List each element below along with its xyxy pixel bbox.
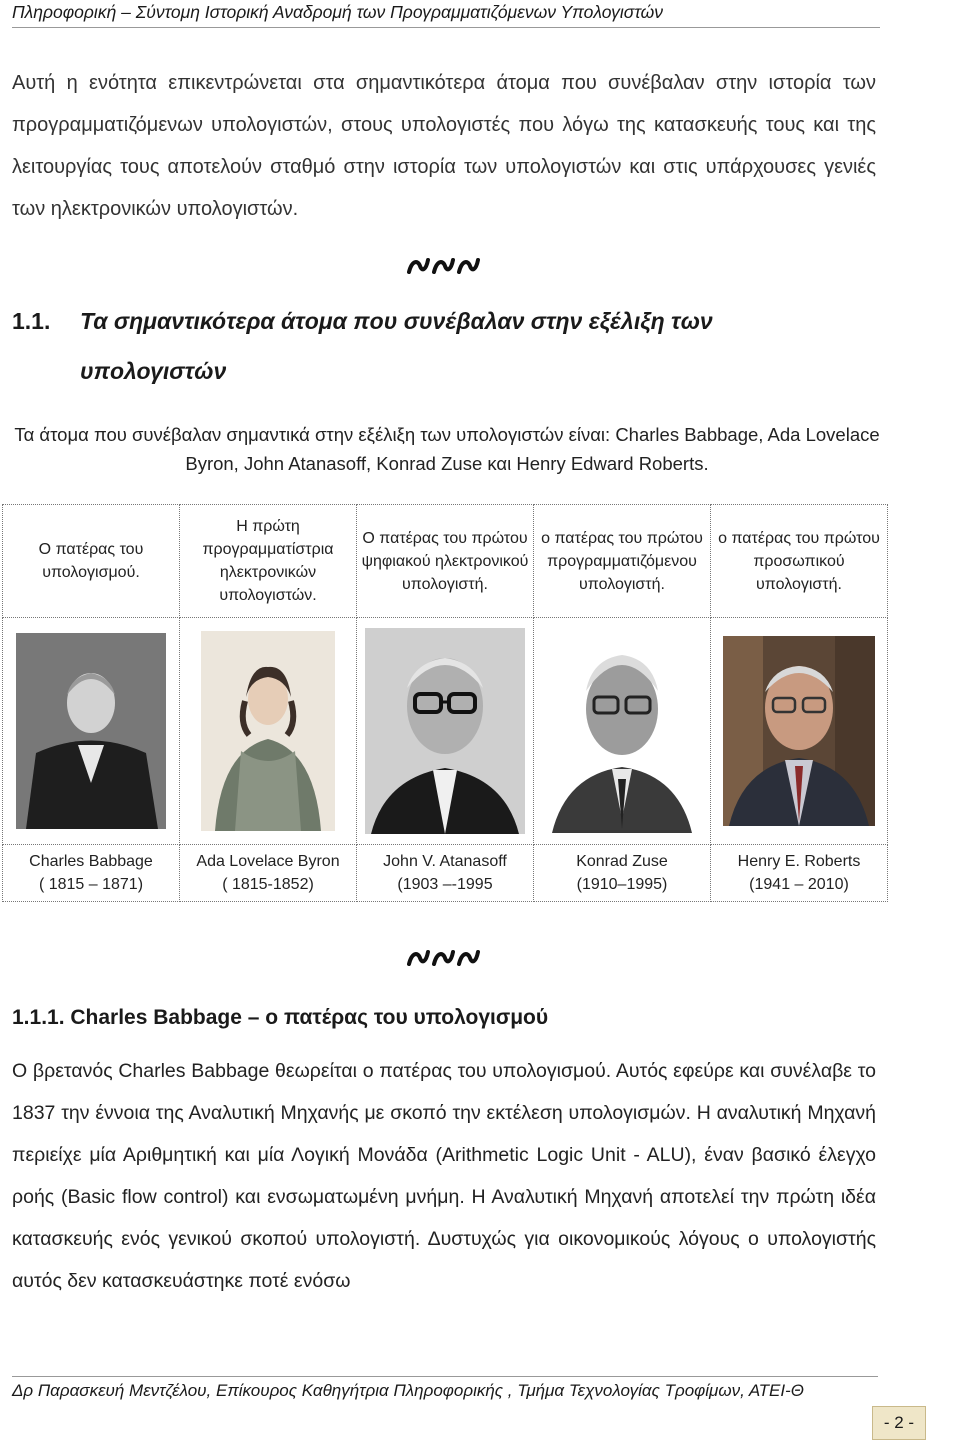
person-years: ( 1815 – 1871) (38, 876, 144, 893)
name-cell (711, 845, 888, 902)
portrait-atanasoff-image (365, 628, 525, 834)
portrait-zuse-image (548, 629, 696, 833)
name-cell (357, 845, 534, 902)
section-number: 1.1. (12, 308, 51, 334)
photo-cell (357, 618, 534, 845)
person-years: (1941 – 2010) (749, 876, 849, 893)
name-cell (534, 845, 711, 902)
people-table (2, 504, 888, 902)
person-name: Henry E. Roberts (737, 853, 861, 870)
body-paragraph: Ο βρετανός Charles Babbage θεωρείται ο πατέρας του υπολογισμού. Αυτός εφεύρε και συνέλαβε το 1837 την έννοια της Αναλυτική Μηχανής με σκοπό την εκτέλεση υπολογισμών. Η αναλυτική Μηχανή περιείχε μία Αριθμητική και μία Λογική Μονάδα (Arithmetic Logic Unit - ALU), έναν βασικό έλεγχο ροής (Basic flow control) και ενσωματωμένη μνήμη. Η Αναλυτική Μηχανή αποτελεί την πρώτη ιδέα κατασκευής ενός γενικού σκοπού υπολογιστή. Δυστυχώς για οικονομικούς λόγους ο υπολογιστής αυτός δεν κατασκευάστηκε ποτέ ενόσω (12, 1060, 876, 1292)
section-heading (12, 296, 872, 396)
person-name: Konrad Zuse (576, 853, 668, 870)
person-name: Charles Babbage (29, 853, 153, 870)
role-cell: ο πατέρας του πρώτου προγραμματιζόμενου υπολογιστή. (534, 505, 711, 618)
photo-cell (180, 618, 357, 845)
ornament-divider-icon (406, 946, 482, 968)
page-number: - 2 - (872, 1406, 926, 1440)
person-years: (1903 –-1995 (397, 876, 493, 893)
section-title-line2: υπολογιστών (80, 358, 227, 384)
photo-cell (711, 618, 888, 845)
lead-paragraph: Τα άτομα που συνέβαλαν σημαντικά στην εξέλιξη των υπολογιστών είναι: Charles Babbage, Ada Lovelace Byron, John Atanasoff, Konrad Zuse και Henry Edward Roberts. (14, 424, 880, 474)
ornament-divider-icon (406, 254, 482, 276)
person-years: (1910–1995) (576, 876, 668, 893)
role-cell: Ο πατέρας του πρώτου ψηφιακού ηλεκτρονικού υπολογιστή. (357, 505, 534, 618)
section-title-line1: Τα σημαντικότερα άτομα που συνέβαλαν στην εξέλιξη των (80, 308, 713, 334)
person-years: ( 1815-1852) (222, 876, 314, 893)
portrait-babbage-image (16, 633, 166, 829)
intro-paragraph: Αυτή η ενότητα επικεντρώνεται στα σημαντικότερα άτομα που συνέβαλαν στην ιστορία των προγραμματιζόμενων υπολογιστών, στους υπολογιστές που λόγω της κατασκευής τους και της λειτουργίας τους αποτελούν σταθμό στην ιστορία των υπολογιστών και στις υπάρχουσες γενιές των ηλεκτρονικών υπολογιστών. (12, 72, 876, 220)
photo-cell (534, 618, 711, 845)
role-cell: Ο πατέρας του υπολογισμού. (3, 505, 180, 618)
role-cell: Η πρώτη προγραμματίστρια ηλεκτρονικών υπολογιστών. (180, 505, 357, 618)
person-name: John V. Atanasoff (383, 853, 507, 870)
page-footer: Δρ Παρασκευή Μεντζέλου, Επίκουρος Καθηγήτρια Πληροφορικής , Τμήμα Τεχνολογίας Τροφίμων, ΑΤΕΙ-Θ (12, 1376, 878, 1401)
name-cell (180, 845, 357, 902)
portrait-lovelace-image (201, 631, 335, 831)
name-cell (3, 845, 180, 902)
subsection-heading: 1.1.1. Charles Babbage – ο πατέρας του υπολογισμού (12, 1006, 549, 1029)
portrait-roberts-image (723, 636, 875, 826)
photo-cell (3, 618, 180, 845)
page-header: Πληροφορική – Σύντομη Ιστορική Αναδρομή των Προγραμματιζόμενων Υπολογιστών (12, 2, 880, 28)
person-name: Ada Lovelace Byron (196, 853, 340, 870)
role-cell: ο πατέρας του πρώτου προσωπικού υπολογιστή. (711, 505, 888, 618)
